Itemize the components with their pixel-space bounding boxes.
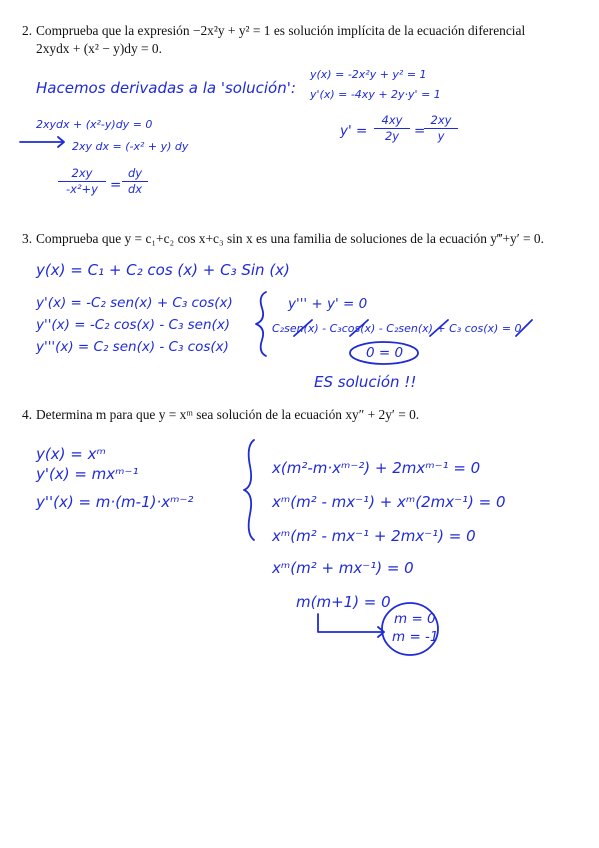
brace-icon [256, 292, 266, 356]
hw-p4-y2: y''(x) = m·(m-1)·xᵐ⁻² [36, 493, 194, 511]
hw-p3-equation: y''' + y' = 0 [288, 296, 368, 312]
hw-p3-result: 0 = 0 [366, 345, 404, 361]
problem-text: Determina m para que y = xᵐ sea solución de la ecuación xy″ + 2y′ = 0. [36, 407, 420, 422]
hw-p3-substitution: C₂sen(x) - C₃cos(x) - C₂sen(x) + C₃ cos(x) = 0 [272, 322, 522, 335]
fraction-denominator: y [437, 129, 445, 143]
problem-number: 2. [22, 23, 33, 38]
hw-equals: = [414, 123, 426, 139]
hw-implicit-yprime: y'(x) = -4xy + 2y·y' = 1 [310, 88, 441, 101]
problem-text: Comprueba que la expresión −2x²y + y² = 1 es solución implícita de la ecuación diferencial [36, 23, 526, 38]
hw-yprime-label: y' = [340, 123, 368, 139]
hw-p3-y3: y'''(x) = C₂ sen(x) - C₃ cos(x) [36, 339, 229, 355]
hw-p3-y: y(x) = C₁ + C₂ cos (x) + C₃ Sin (x) [36, 261, 290, 279]
problem-2 [22, 22, 582, 58]
hw-fraction-2xy-y [424, 114, 458, 143]
hw-p3-y1: y'(x) = -C₂ sen(x) + C₃ cos(x) [36, 295, 233, 311]
brace-icon [244, 440, 254, 540]
hw-p4-y: y(x) = xᵐ [36, 445, 106, 463]
hw-p4-step4: xᵐ(m² + mx⁻¹) = 0 [272, 559, 414, 577]
problem-3 [22, 230, 582, 248]
hw-intro: Hacemos derivadas a la 'solución': [36, 79, 296, 97]
problem-text: Comprueba que y = c₁+c₂ cos x+c₃ sin x es una familia de soluciones de la ecuación y‴+y′ = 0. [36, 231, 544, 246]
hw-equals: = [110, 177, 122, 193]
fraction-denominator: 2y [384, 129, 400, 143]
hw-implicit-y: y(x) = -2x²y + y² = 1 [310, 68, 427, 81]
fraction-numerator: dy [127, 166, 143, 180]
problem-number: 3. [22, 231, 33, 246]
hw-fraction-4xy-2y [374, 114, 410, 143]
hw-ode-rearranged: 2xy dx = (-x² + y) dy [72, 140, 189, 153]
hw-p4-root2: m = -1 [392, 629, 439, 645]
arrow-icon [20, 137, 64, 147]
hw-p4-step3: xᵐ(m² - mx⁻¹ + 2mx⁻¹) = 0 [272, 527, 476, 545]
hw-fraction-left [58, 167, 106, 196]
hw-p4-y1: y'(x) = mxᵐ⁻¹ [36, 465, 139, 483]
hw-p4-step5: m(m+1) = 0 [296, 593, 391, 611]
problem-4 [22, 406, 582, 424]
problem-text-continued: 2xydx + (x² − y)dy = 0. [36, 41, 162, 56]
hw-p4-root1: m = 0 [394, 611, 436, 627]
hw-p4-step1: x(m²-m·xᵐ⁻²) + 2mxᵐ⁻¹ = 0 [272, 459, 481, 477]
fraction-denominator: dx [127, 182, 143, 196]
arrow-icon [318, 614, 384, 637]
hw-ode: 2xydx + (x²-y)dy = 0 [36, 118, 153, 131]
fraction-numerator: 2xy [71, 166, 93, 180]
fraction-numerator: 4xy [381, 113, 403, 127]
hw-p3-y2: y''(x) = -C₂ cos(x) - C₃ sen(x) [36, 317, 231, 333]
hw-fraction-dy-dx [122, 167, 148, 196]
hw-p4-step2: xᵐ(m² - mx⁻¹) + xᵐ(2mx⁻¹) = 0 [272, 493, 506, 511]
fraction-numerator: 2xy [430, 113, 452, 127]
fraction-denominator: -x²+y [65, 182, 98, 196]
hw-p3-conclusion: ES solución !! [314, 373, 417, 391]
problem-number: 4. [22, 407, 33, 422]
